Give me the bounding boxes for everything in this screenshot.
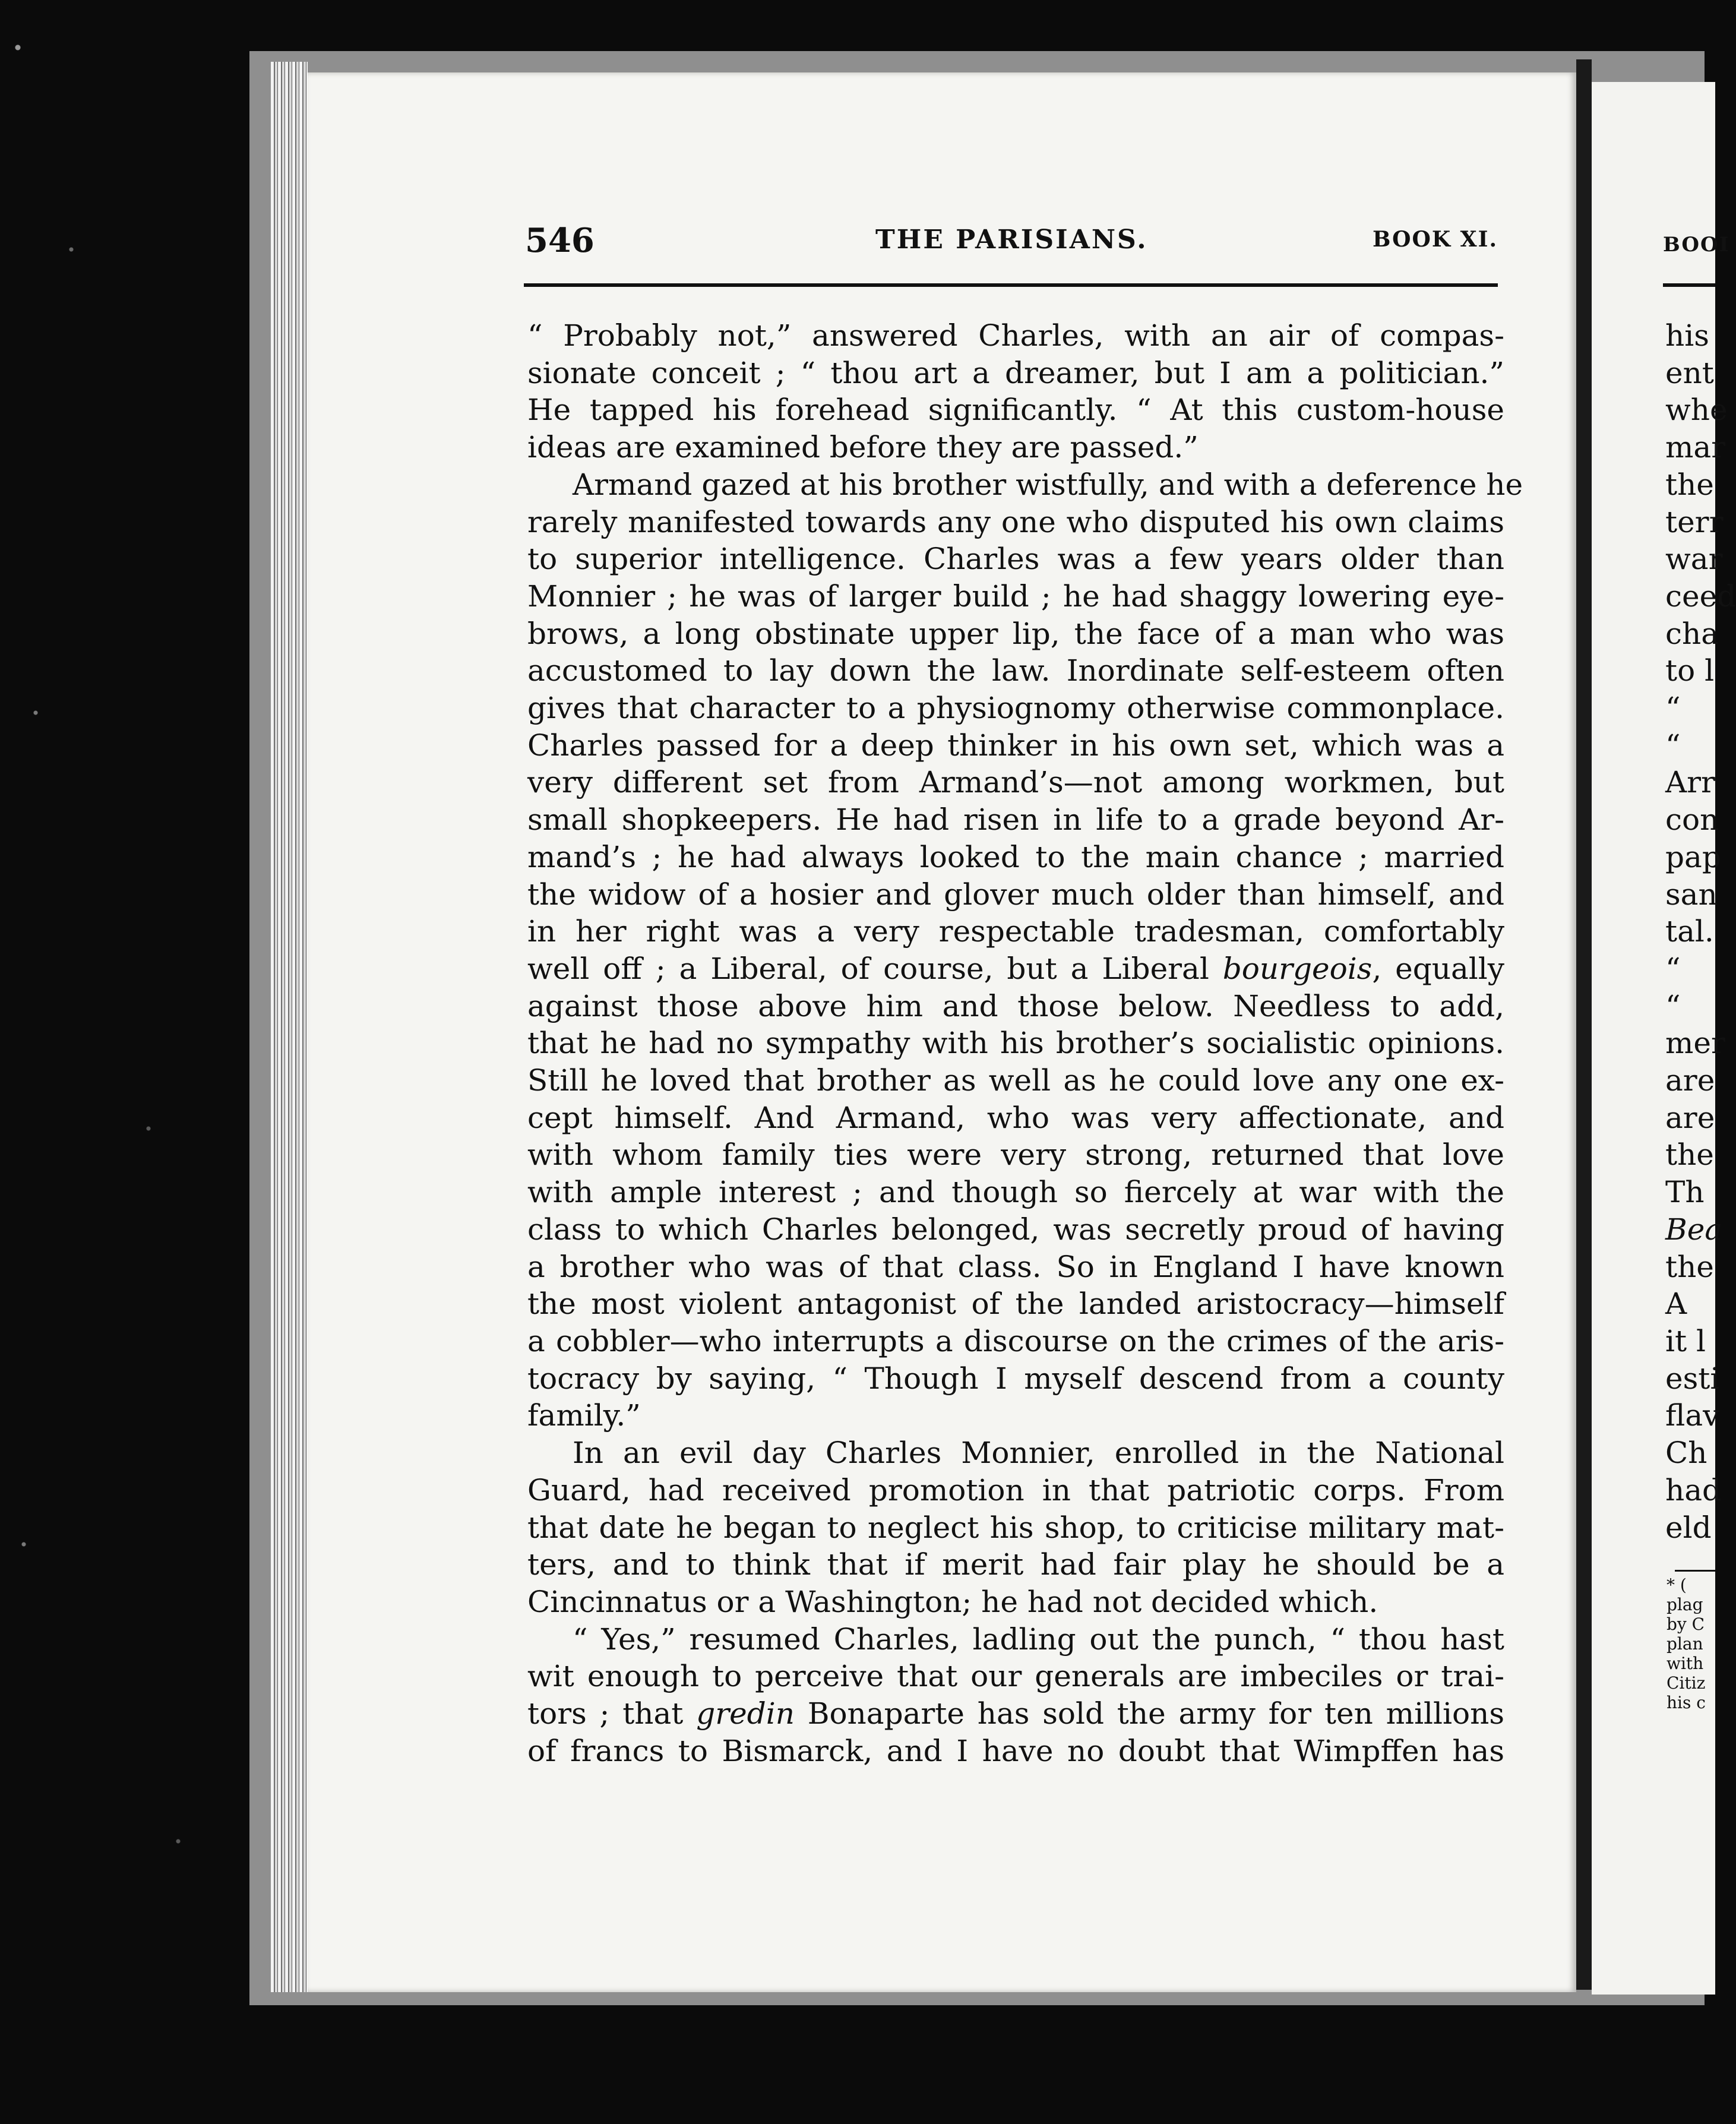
text-line: Armand gazed at his brother wistfully, and with a deference he bbox=[573, 467, 1523, 502]
facing-line: are bbox=[1665, 1063, 1715, 1098]
facing-footnote-line: plan bbox=[1667, 1634, 1703, 1654]
text-line: well off ; a Liberal, of course, but a Liberal bourgeois, equally bbox=[527, 951, 1504, 986]
text-line: ideas are examined before they are passed.” bbox=[527, 430, 1199, 465]
text-line: “ Yes,” resumed Charles, ladling out the punch, “ thou hast bbox=[573, 1622, 1504, 1657]
facing-footnote-rule bbox=[1675, 1570, 1715, 1572]
text-line: Cincinnatus or a Washington; he had not decided which. bbox=[527, 1584, 1378, 1619]
facing-line: whe bbox=[1665, 393, 1728, 428]
facing-page-rule bbox=[1663, 283, 1715, 287]
text-line: In an evil day Charles Monnier, enrolled in the National bbox=[573, 1436, 1504, 1471]
book-gutter bbox=[1576, 59, 1592, 1990]
facing-line: con bbox=[1665, 802, 1719, 837]
facing-line: A bbox=[1665, 1287, 1687, 1322]
facing-line: the bbox=[1665, 467, 1714, 502]
facing-footnote-line: plag bbox=[1667, 1595, 1703, 1614]
text-line: family.” bbox=[527, 1398, 641, 1433]
text-line: a cobbler—who interrupts a discourse on the crimes of the aris- bbox=[527, 1323, 1504, 1358]
text-line: Guard, had received promotion in that patriotic corps. From bbox=[527, 1472, 1504, 1507]
facing-line: ceed bbox=[1665, 579, 1736, 614]
facing-footnote-line: with bbox=[1667, 1654, 1704, 1673]
running-title: THE PARISIANS. bbox=[875, 225, 1148, 255]
text-line: gives that character to a physiognomy otherwise commonplace. bbox=[527, 691, 1504, 726]
page-header bbox=[525, 221, 1498, 263]
text-line: Still he loved that brother as well as he could love any one ex- bbox=[527, 1063, 1504, 1098]
text-line: sionate conceit ; “ thou art a dreamer, but I am a politician.” bbox=[527, 355, 1504, 390]
facing-line: tal. bbox=[1665, 914, 1714, 949]
body-text bbox=[527, 317, 1523, 1769]
text-line: cept himself. And Armand, who was very affectionate, and bbox=[527, 1100, 1504, 1135]
facing-line: “ bbox=[1665, 691, 1681, 726]
text-line: in her right was a very respectable tradesman, comfortably bbox=[527, 914, 1504, 949]
facing-footnote-line: * ( bbox=[1667, 1575, 1687, 1595]
facing-line: ent bbox=[1665, 355, 1714, 390]
facing-line: Bea bbox=[1665, 1212, 1723, 1247]
page-number: 546 bbox=[525, 221, 595, 260]
facing-line: mar bbox=[1665, 430, 1726, 465]
facing-line: Ch bbox=[1665, 1436, 1707, 1471]
facing-line: his bbox=[1665, 318, 1709, 353]
facing-line: war bbox=[1665, 542, 1723, 577]
facing-line: eld bbox=[1665, 1510, 1712, 1545]
text-line: very different set from Armand’s—not among workmen, but bbox=[527, 765, 1504, 800]
text-line: wit enough to perceive that our generals are imbeciles or trai- bbox=[527, 1659, 1504, 1694]
facing-footnote-fragments bbox=[1667, 1575, 1715, 1712]
facing-line: “ bbox=[1665, 951, 1681, 986]
text-line: of francs to Bismarck, and I have no doubt that Wimpffen has bbox=[527, 1733, 1504, 1768]
text-line: brows, a long obstinate upper lip, the face of a man who was bbox=[527, 616, 1504, 651]
facing-line: “ bbox=[1665, 988, 1681, 1023]
facing-line: Th bbox=[1665, 1175, 1705, 1210]
facing-line: flav bbox=[1665, 1398, 1720, 1433]
facing-footnote-line: Citiz bbox=[1667, 1673, 1706, 1693]
facing-line: cha bbox=[1665, 616, 1719, 651]
page-edges-stack bbox=[271, 62, 308, 1992]
facing-line: had bbox=[1665, 1472, 1722, 1507]
facing-line: terr bbox=[1665, 504, 1724, 539]
text-line: with ample interest ; and though so fiercely at war with the bbox=[527, 1175, 1504, 1210]
text-line: a brother who was of that class. So in England I have known bbox=[527, 1249, 1504, 1284]
text-line: accustomed to lay down the law. Inordinate self-esteem often bbox=[527, 653, 1504, 688]
text-line: tocracy by saying, “ Though I myself descend from a county bbox=[527, 1361, 1504, 1396]
facing-line: esti bbox=[1665, 1361, 1720, 1396]
text-line: that he had no sympathy with his brother’s socialistic opinions. bbox=[527, 1026, 1504, 1061]
facing-line: “ bbox=[1665, 728, 1681, 763]
facing-page-header-fragment: BOOI bbox=[1663, 233, 1730, 257]
text-line: small shopkeepers. He had risen in life to a grade beyond Ar- bbox=[527, 802, 1504, 837]
text-line: with whom family ties were very strong, returned that love bbox=[527, 1137, 1504, 1172]
text-line: the widow of a hosier and glover much older than himself, and bbox=[527, 877, 1504, 912]
facing-footnote-line: his c bbox=[1667, 1693, 1706, 1712]
text-line: ters, and to think that if merit had fair play he should be a bbox=[527, 1547, 1504, 1582]
text-line: rarely manifested towards any one who disputed his own claims bbox=[527, 504, 1504, 539]
italic-word: bourgeois bbox=[1222, 951, 1373, 986]
facing-line: it l bbox=[1665, 1323, 1706, 1358]
facing-line: san bbox=[1665, 877, 1718, 912]
facing-line: Arr bbox=[1665, 765, 1715, 800]
facing-line: mer bbox=[1665, 1026, 1725, 1061]
text-line: the most violent antagonist of the landed aristocracy—himself bbox=[527, 1287, 1504, 1322]
text-line: to superior intelligence. Charles was a few years older than bbox=[527, 542, 1504, 577]
header-rule bbox=[524, 283, 1498, 287]
text-line: Monnier ; he was of larger build ; he had shaggy lowering eye- bbox=[527, 579, 1504, 614]
text-line: mand’s ; he had always looked to the main chance ; married bbox=[527, 839, 1504, 874]
text-line: “ Probably not,” answered Charles, with an air of compas- bbox=[527, 318, 1504, 353]
facing-line: to l bbox=[1665, 653, 1715, 688]
facing-line: the bbox=[1665, 1249, 1714, 1284]
text-line: He tapped his forehead significantly. “ At this custom-house bbox=[527, 393, 1504, 428]
text-line: that date he began to neglect his shop, to criticise military mat- bbox=[527, 1510, 1504, 1545]
facing-line: pap bbox=[1665, 839, 1721, 874]
facing-line: the bbox=[1665, 1137, 1714, 1172]
italic-word: gredin bbox=[696, 1696, 795, 1731]
book-number: BOOK XI. bbox=[1373, 227, 1498, 252]
scan-background-specks bbox=[0, 0, 249, 2124]
text-line: tors ; that gredin Bonaparte has sold the army for ten millions bbox=[527, 1696, 1504, 1731]
facing-line: are bbox=[1665, 1100, 1715, 1135]
text-line: Charles passed for a deep thinker in his own set, which was a bbox=[527, 728, 1504, 763]
text-line: against those above him and those below. Needless to add, bbox=[527, 988, 1504, 1023]
facing-page-text-fragments bbox=[1665, 317, 1736, 1546]
text-line: class to which Charles belonged, was secretly proud of having bbox=[527, 1212, 1504, 1247]
facing-footnote-line: by C bbox=[1667, 1614, 1705, 1634]
